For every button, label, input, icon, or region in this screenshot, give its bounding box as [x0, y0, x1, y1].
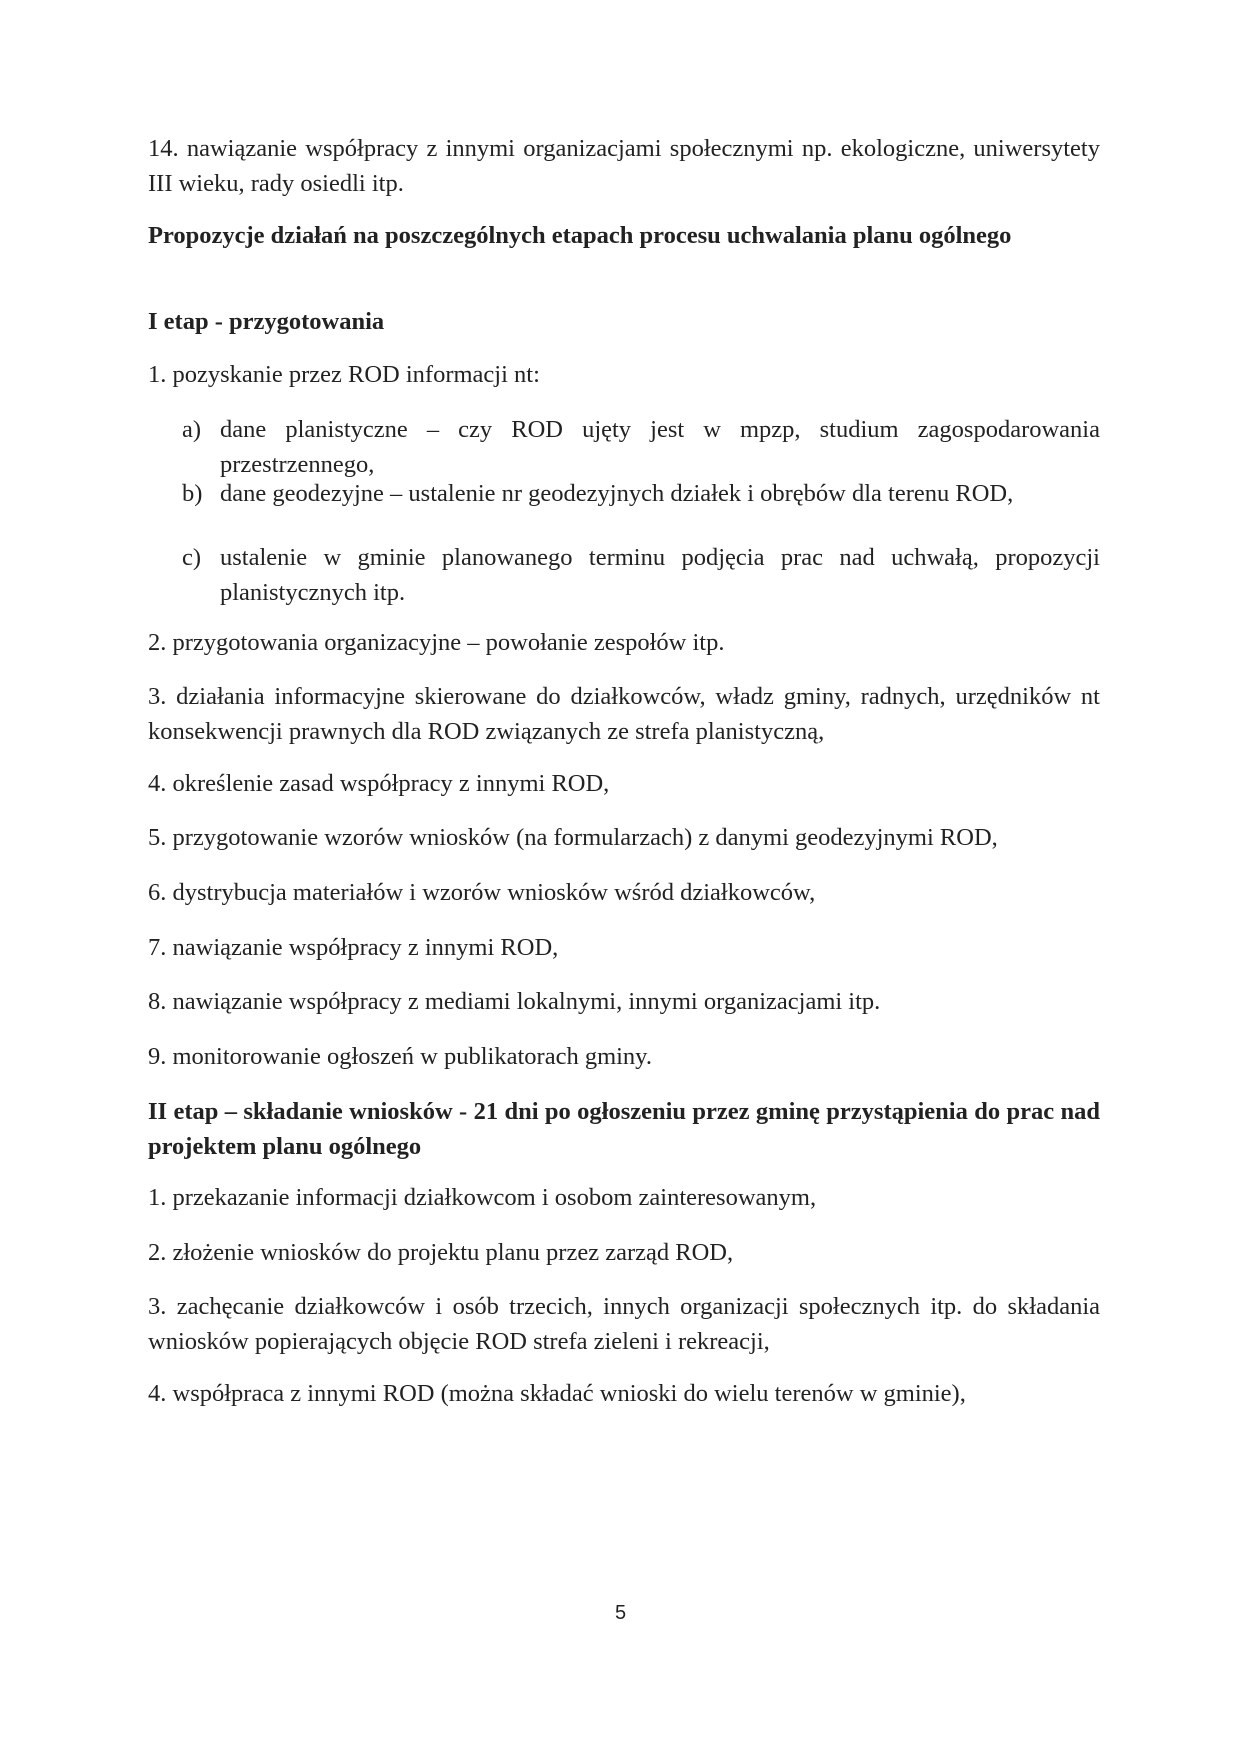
section-heading: Propozycje działań na poszczególnych etapach procesu uchwalania planu ogólnego — [148, 222, 1012, 249]
stage1-item-1: 1. pozyskanie przez ROD informacji nt: — [148, 361, 540, 388]
stage1-item-7: 7. nawiązanie współpracy z innymi ROD, — [148, 934, 559, 961]
stage1-title: I etap - przygotowania — [148, 308, 385, 335]
stage1-item-5: 5. przygotowanie wzorów wniosków (na formularzach) z danymi geodezyjnymi ROD, — [148, 824, 998, 851]
stage1-item-9: 9. monitorowanie ogłoszeń w publikatorach gminy. — [148, 1043, 652, 1070]
stage1-item-6: 6. dystrybucja materiałów i wzorów wniosków wśród działkowców, — [148, 879, 816, 906]
stage2-item-2: 2. złożenie wniosków do projektu planu przez zarząd ROD, — [148, 1239, 734, 1266]
stage1-item-4: 4. określenie zasad współpracy z innymi ROD, — [148, 770, 610, 797]
stage1-item-3: 3. działania informacyjne skierowane do działkowców, władz gminy, radnych, urzędników nt konsekwencji prawnych dla ROD związanych ze strefa planistyczną, — [148, 683, 1100, 745]
stage2-item-4: 4. współpraca z innymi ROD (można składać wnioski do wielu terenów w gminie), — [148, 1380, 966, 1407]
subitem-label: b) — [182, 480, 203, 507]
stage2-item-3: 3. zachęcanie działkowców i osób trzecich, innych organizacji społecznych itp. do składania wniosków popierających objęcie ROD strefa zieleni i rekreacji, — [148, 1293, 1100, 1355]
intro-item-14: 14. nawiązanie współpracy z innymi organizacjami społecznymi np. ekologiczne, uniwersytety III wieku, rady osiedli itp. — [148, 135, 1100, 197]
stage1-item-2: 2. przygotowania organizacyjne – powołanie zespołów itp. — [148, 629, 725, 656]
subitem-text: dane planistyczne – czy ROD ujęty jest w mpzp, studium zagospodarowania przestrzennego, — [220, 416, 1100, 478]
stage2-item-1: 1. przekazanie informacji działkowcom i osobom zainteresowanym, — [148, 1184, 817, 1211]
subitem-text: dane geodezyjne – ustalenie nr geodezyjnych działek i obrębów dla terenu ROD, — [220, 480, 1014, 507]
stage1-item-8: 8. nawiązanie współpracy z mediami lokalnymi, innymi organizacjami itp. — [148, 988, 881, 1015]
subitem-label: c) — [182, 544, 202, 571]
page-number: 5 — [614, 1602, 627, 1624]
subitem-label: a) — [182, 416, 202, 443]
stage2-title: II etap – składanie wniosków - 21 dni po ogłoszeniu przez gminę przystąpienia do prac nad projektem planu ogólnego — [148, 1098, 1100, 1160]
subitem-text: ustalenie w gminie planowanego terminu podjęcia prac nad uchwałą, propozycji planistycznych itp. — [220, 544, 1100, 606]
